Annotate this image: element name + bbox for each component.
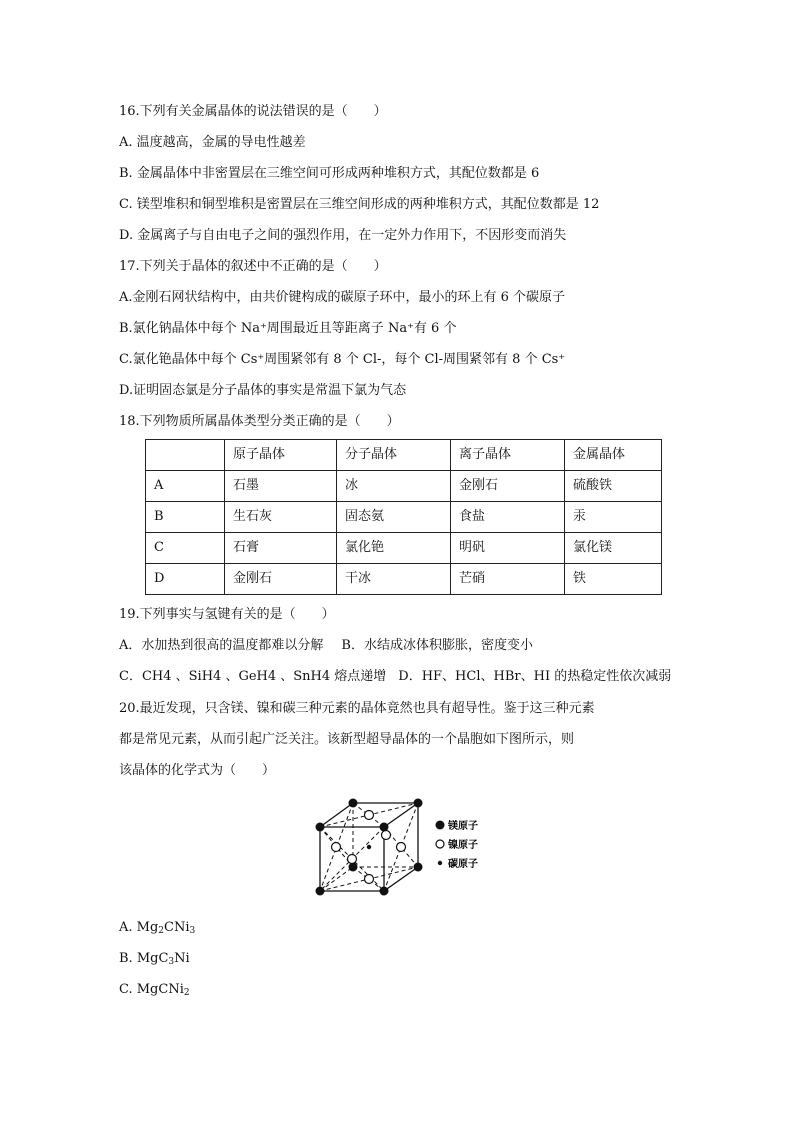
formula-part: Ni — [174, 951, 190, 966]
q16-option-b: B. 金属晶体中非密置层在三维空间可形成两种堆积方式，其配位数都是 6 — [119, 166, 540, 181]
q19-options-ab — [119, 637, 533, 655]
table-cell: 干冰 — [337, 564, 451, 595]
legend-c-label: 碳原子 — [448, 859, 478, 870]
table-cell: A — [146, 471, 225, 502]
table-cell: 芒硝 — [451, 564, 565, 595]
q16-option-a: A. 温度越高，金属的导电性越差 — [119, 135, 306, 150]
formula-part: A. Mg — [119, 920, 159, 935]
q20-option-a — [119, 919, 195, 937]
q18-stem: 18.下列物质所属晶体类型分类正确的是（ ） — [119, 414, 400, 429]
formula-subscript: 3 — [189, 926, 196, 936]
table-cell: 原子晶体 — [225, 440, 337, 471]
table-cell: C — [146, 533, 225, 564]
formula-subscript: 3 — [168, 957, 175, 967]
q19-option-c: C．CH4 、SiH4 、GeH4 、SnH4 熔点递增 — [119, 669, 387, 684]
formula-part: CNi — [164, 920, 190, 935]
q20-stem-line-1: 20.最近发现，只含镁、镍和碳三种元素的晶体竟然也具有超导性。鉴于这三种元素 — [119, 701, 595, 716]
q19-option-d: D．HF、HCl、HBr、HI 的热稳定性依次减弱 — [398, 669, 672, 684]
q19-option-b: B．水结成冰体积膨胀，密度变小 — [341, 638, 533, 653]
q20-option-b — [119, 950, 190, 968]
q17-option-c: C.氯化铯晶体中每个 Cs⁺周围紧邻有 8 个 Cl-，每个 Cl-周围紧邻有 8 个 Cs⁺ — [119, 352, 566, 367]
table-cell: 金刚石 — [225, 564, 337, 595]
table-row — [146, 564, 662, 595]
table-cell: 食盐 — [451, 502, 565, 533]
table-row — [146, 533, 662, 564]
q17-option-b: B.氯化钠晶体中每个 Na⁺周围最近且等距离子 Na⁺有 6 个 — [119, 321, 457, 336]
q17-stem: 17.下列关于晶体的叙述中不正确的是（ ） — [119, 259, 387, 274]
table-cell: 石墨 — [225, 471, 337, 502]
table-cell: 冰 — [337, 471, 451, 502]
formula-part: C. MgCNi — [119, 982, 184, 997]
table-header-row — [146, 440, 662, 471]
table-cell: B — [146, 502, 225, 533]
table-cell: 生石灰 — [225, 502, 337, 533]
q19-option-a: A．水加热到很高的温度都难以分解 — [119, 638, 324, 653]
table-cell: 离子晶体 — [451, 440, 565, 471]
crystal-unit-cell-figure — [300, 795, 500, 900]
table-cell: 金刚石 — [451, 471, 565, 502]
q16-option-c: C. 镁型堆积和铜型堆积是密置层在三维空间形成的两种堆积方式，其配位数都是 12 — [119, 197, 600, 212]
table-row — [146, 502, 662, 533]
q18-table — [145, 439, 662, 595]
table-cell: 氯化铯 — [337, 533, 451, 564]
table-cell: 汞 — [565, 502, 662, 533]
unit-cell-diagram — [300, 795, 500, 900]
q16-option-d: D. 金属离子与自由电子之间的强烈作用，在一定外力作用下，不因形变而消失 — [119, 228, 567, 243]
formula-subscript: 2 — [183, 988, 190, 998]
q16-stem: 16.下列有关金属晶体的说法错误的是（ ） — [119, 104, 387, 119]
table-cell: 硫酸铁 — [565, 471, 662, 502]
q20-stem-line-3: 该晶体的化学式为（ ） — [119, 763, 276, 778]
q20-stem-line-2: 都是常见元素，从而引起广泛关注。该新型超导晶体的一个晶胞如下图所示，则 — [119, 732, 575, 747]
table-cell — [146, 440, 225, 471]
legend-mg-label: 镁原子 — [448, 821, 478, 832]
table-cell: 明矾 — [451, 533, 565, 564]
table-cell: 氯化镁 — [565, 533, 662, 564]
table-cell: 金属晶体 — [565, 440, 662, 471]
q19-stem: 19.下列事实与氢键有关的是（ ） — [119, 607, 335, 622]
table-cell: 分子晶体 — [337, 440, 451, 471]
table-cell: 石膏 — [225, 533, 337, 564]
formula-subscript: 2 — [158, 926, 165, 936]
q17-option-d: D.证明固态氯是分子晶体的事实是常温下氯为气态 — [119, 383, 407, 398]
table-row — [146, 471, 662, 502]
formula-part: B. MgC — [119, 951, 169, 966]
table-cell: 固态氨 — [337, 502, 451, 533]
table-cell: D — [146, 564, 225, 595]
table-cell: 铁 — [565, 564, 662, 595]
q19-options-cd — [119, 668, 671, 686]
q17-option-a: A.金刚石网状结构中，由共价键构成的碳原子环中，最小的环上有 6 个碳原子 — [119, 290, 566, 305]
legend-ni-label: 镍原子 — [448, 840, 478, 851]
q20-option-c — [119, 981, 190, 999]
